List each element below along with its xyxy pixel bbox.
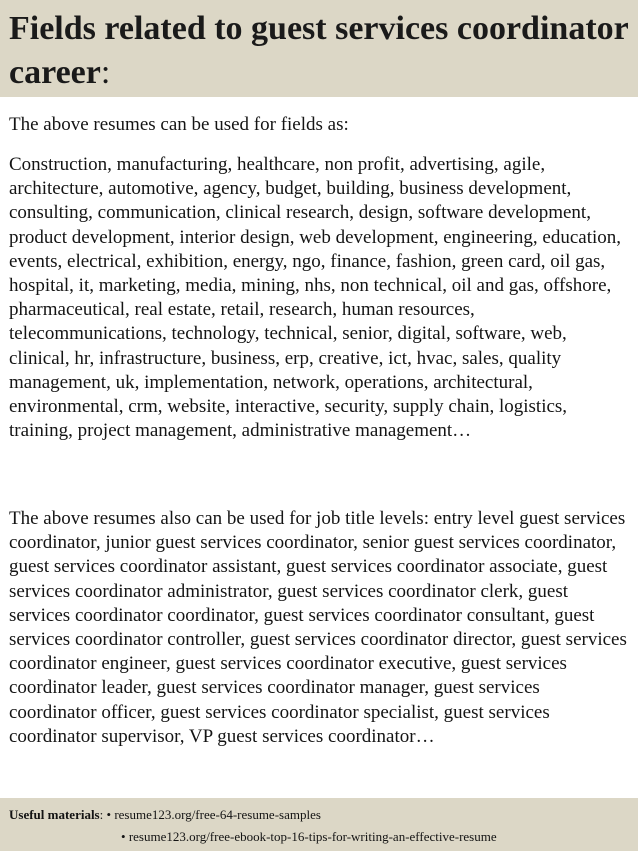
page-title-colon: : (100, 54, 111, 91)
footer-line-2 (121, 828, 497, 845)
useful-materials-label: Useful materials (9, 807, 100, 822)
bullet-icon: • (121, 829, 126, 844)
ebook-tips-link[interactable]: resume123.org/free-ebook-top-16-tips-for-writing-an-effective-resume (128, 829, 497, 844)
title-banner (0, 0, 638, 97)
page-title-text: Fields related to guest services coordinator career (9, 10, 629, 91)
useful-materials-separator: : (99, 807, 104, 822)
fields-paragraph: Construction, manufacturing, healthcare, non profit, advertising, agile, architecture, automotive, agency, budget, building, business development, consulting, communication, clinical research, design, software development, product development, interior design, web development, engineering, education, events, electrical, exhibition, energy, ngo, finance, fashion, green card, oil gas, hospital, it, marketing, media, mining, nhs, non technical, oil and gas, offshore, pharmaceutical, real estate, retail, research, human resources, telecommunications, technology, technical, senior, digital, software, web, clinical, hr, infrastructure, business, erp, creative, ict, hvac, sales, quality management, uk, implementation, network, operations, architectural, environmental, crm, website, interactive, security, supply chain, logistics, training, project management, administrative management… (9, 154, 622, 442)
useful-materials-footer (0, 798, 638, 851)
intro-text: The above resumes can be used for fields as: (9, 114, 349, 135)
footer-line-1 (9, 806, 321, 823)
job-levels-paragraph: The above resumes also can be used for job title levels: entry level guest services coordinator, junior guest services coordinator, senior guest services coordinator, guest services coordinator assistant, guest services coordinator associate, guest services coordinator administrator, guest services coordinator clerk, guest services coordinator coordinator, guest services coordinator consultant, guest services coordinator controller, guest services coordinator director, guest services coordinator engineer, guest services coordinator executive, guest services coordinator leader, guest services coordinator manager, guest services coordinator officer, guest services coordinator specialist, guest services coordinator supervisor, VP guest services coordinator… (9, 508, 627, 747)
page-title (9, 7, 631, 95)
resume-samples-link[interactable]: resume123.org/free-64-resume-samples (114, 807, 321, 822)
bullet-icon: • (106, 807, 112, 822)
